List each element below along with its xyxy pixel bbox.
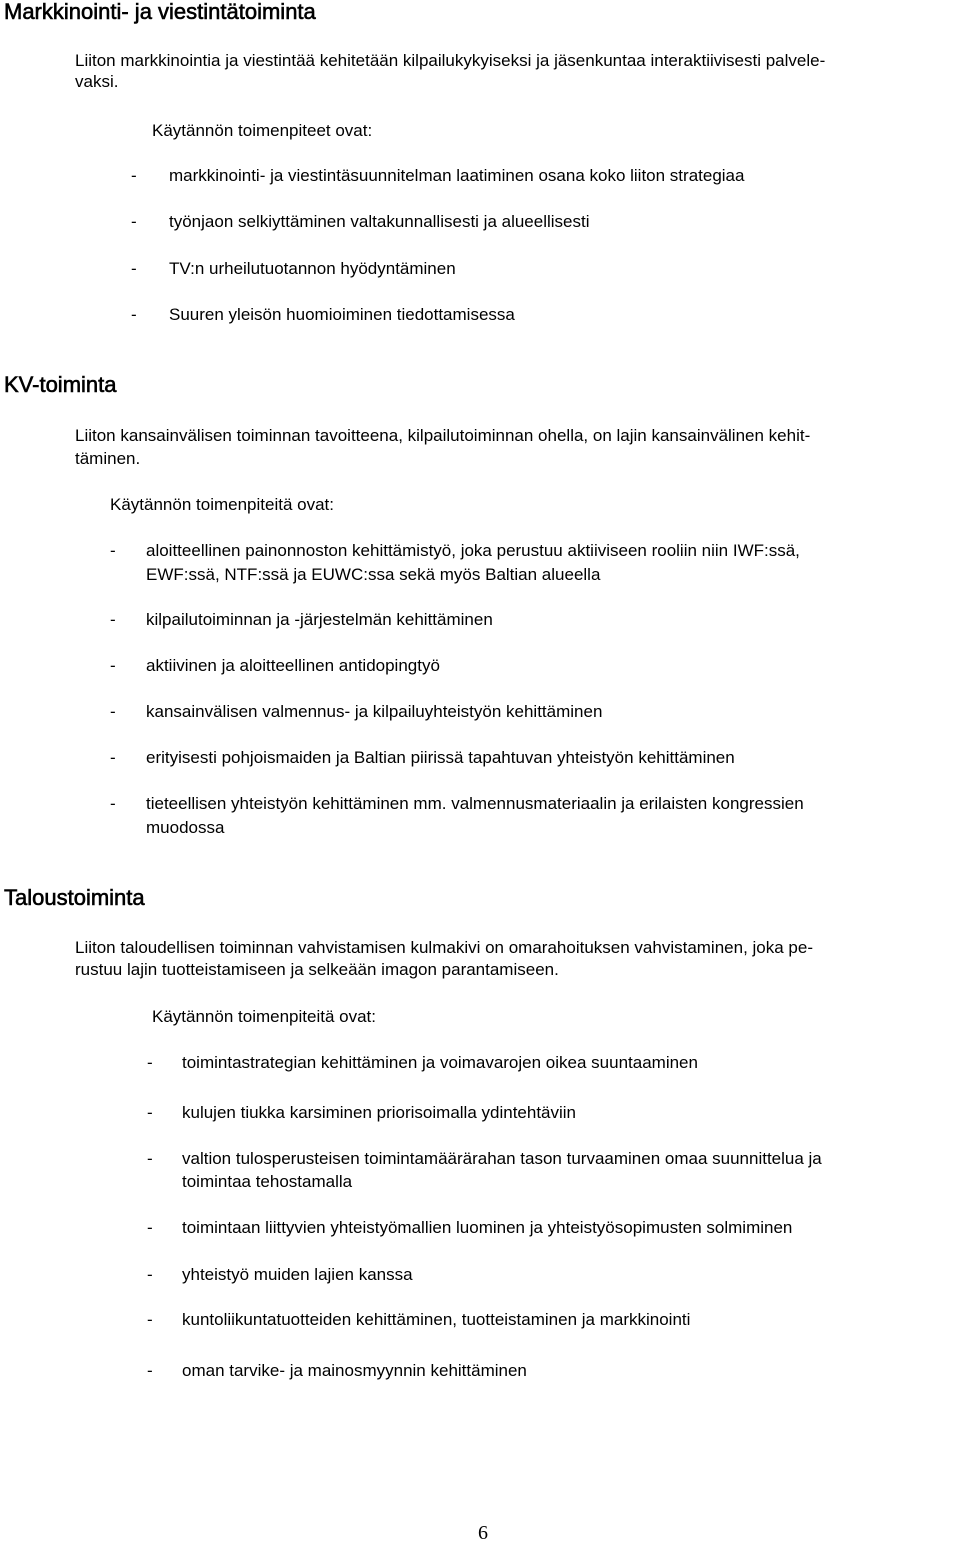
list-item-line: valtion tulosperusteisen toimintamäärärahan tason turvaaminen omaa suunnittelua ja xyxy=(182,1149,822,1168)
list-item-line: aloitteellinen painonnoston kehittämistyö, joka perustuu aktiiviseen rooliin niin IWF:ssä, xyxy=(146,541,800,560)
list-bullet-dash: - xyxy=(147,1103,153,1122)
section-intro-line: Liiton markkinointia ja viestintää kehitetään kilpailukykyiseksi ja jäsenkuntaa interaktiivisesti palvele- xyxy=(75,51,826,70)
list-bullet-dash: - xyxy=(131,166,137,185)
list-item: TV:n urheilutuotannon hyödyntäminen xyxy=(169,259,456,278)
list-item-line: muodossa xyxy=(146,818,225,837)
section-heading-markkinointi: Markkinointi- ja viestintätoiminta xyxy=(4,0,316,24)
list-bullet-dash: - xyxy=(110,702,116,721)
list-item-line: kuntoliikuntatuotteiden kehittäminen, tuotteistaminen ja markkinointi xyxy=(182,1310,691,1329)
section-subheading: Käytännön toimenpiteitä ovat: xyxy=(110,495,334,514)
list-bullet-dash: - xyxy=(147,1149,153,1168)
list-bullet-dash: - xyxy=(147,1310,153,1329)
list-bullet-dash: - xyxy=(147,1218,153,1237)
list-bullet-dash: - xyxy=(147,1053,153,1072)
list-item-line: kulujen tiukka karsiminen priorisoimalla ydintehtäviin xyxy=(182,1103,577,1122)
section-intro-line: rustuu lajin tuotteistamiseen ja selkeään imagon parantamiseen. xyxy=(75,960,559,979)
list-item-line: toimintastrategian kehittäminen ja voimavarojen oikea suuntaaminen xyxy=(182,1053,698,1072)
list-item-line: erityisesti pohjoismaiden ja Baltian piirissä tapahtuvan yhteistyön kehittäminen xyxy=(146,748,735,767)
section-intro-line: vaksi. xyxy=(75,72,119,91)
section-intro-line: täminen. xyxy=(75,449,141,468)
list-bullet-dash: - xyxy=(147,1265,153,1284)
list-item: markkinointi- ja viestintäsuunnitelman laatiminen osana koko liiton strategiaa xyxy=(169,166,745,185)
list-item: työnjaon selkiyttäminen valtakunnallisesti ja alueellisesti xyxy=(169,212,590,231)
list-bullet-dash: - xyxy=(131,259,137,278)
list-bullet-dash: - xyxy=(147,1361,153,1380)
list-bullet-dash: - xyxy=(131,212,137,231)
section-intro-line: Liiton kansainvälisen toiminnan tavoitteena, kilpailutoiminnan ohella, on lajin kansainvälinen kehit- xyxy=(75,426,811,445)
list-item: Suuren yleisön huomioiminen tiedottamisessa xyxy=(169,305,515,324)
list-bullet-dash: - xyxy=(110,656,116,675)
list-item-line: tieteellisen yhteistyön kehittäminen mm. valmennusmateriaalin ja erilaisten kongressien xyxy=(146,794,804,813)
list-item-line: oman tarvike- ja mainosmyynnin kehittäminen xyxy=(182,1361,527,1380)
list-item-line: EWF:ssä, NTF:ssä ja EUWC:ssa sekä myös Baltian alueella xyxy=(146,565,601,584)
section-intro-line: Liiton taloudellisen toiminnan vahvistamisen kulmakivi on omarahoituksen vahvistaminen, joka pe- xyxy=(75,938,813,957)
section-heading-taloustoiminta: Taloustoiminta xyxy=(4,885,145,910)
list-bullet-dash: - xyxy=(110,541,116,560)
section-subheading: Käytännön toimenpiteitä ovat: xyxy=(152,1007,376,1026)
page-number: 6 xyxy=(478,1522,488,1544)
section-subheading: Käytännön toimenpiteet ovat: xyxy=(152,121,373,140)
list-bullet-dash: - xyxy=(110,748,116,767)
list-item-line: toimintaa tehostamalla xyxy=(182,1172,353,1191)
list-item-line: aktiivinen ja aloitteellinen antidopingtyö xyxy=(146,656,440,675)
list-item-line: kansainvälisen valmennus- ja kilpailuyhteistyön kehittäminen xyxy=(146,702,603,721)
list-item-line: toimintaan liittyvien yhteistyömallien luominen ja yhteistyösopimusten solmiminen xyxy=(182,1218,793,1237)
list-bullet-dash: - xyxy=(110,610,116,629)
list-item-line: kilpailutoiminnan ja -järjestelmän kehittäminen xyxy=(146,610,493,629)
list-item-line: yhteistyö muiden lajien kanssa xyxy=(182,1265,413,1284)
section-heading-kv-toiminta: KV-toiminta xyxy=(4,372,117,397)
list-bullet-dash: - xyxy=(131,305,137,324)
list-bullet-dash: - xyxy=(110,794,116,813)
